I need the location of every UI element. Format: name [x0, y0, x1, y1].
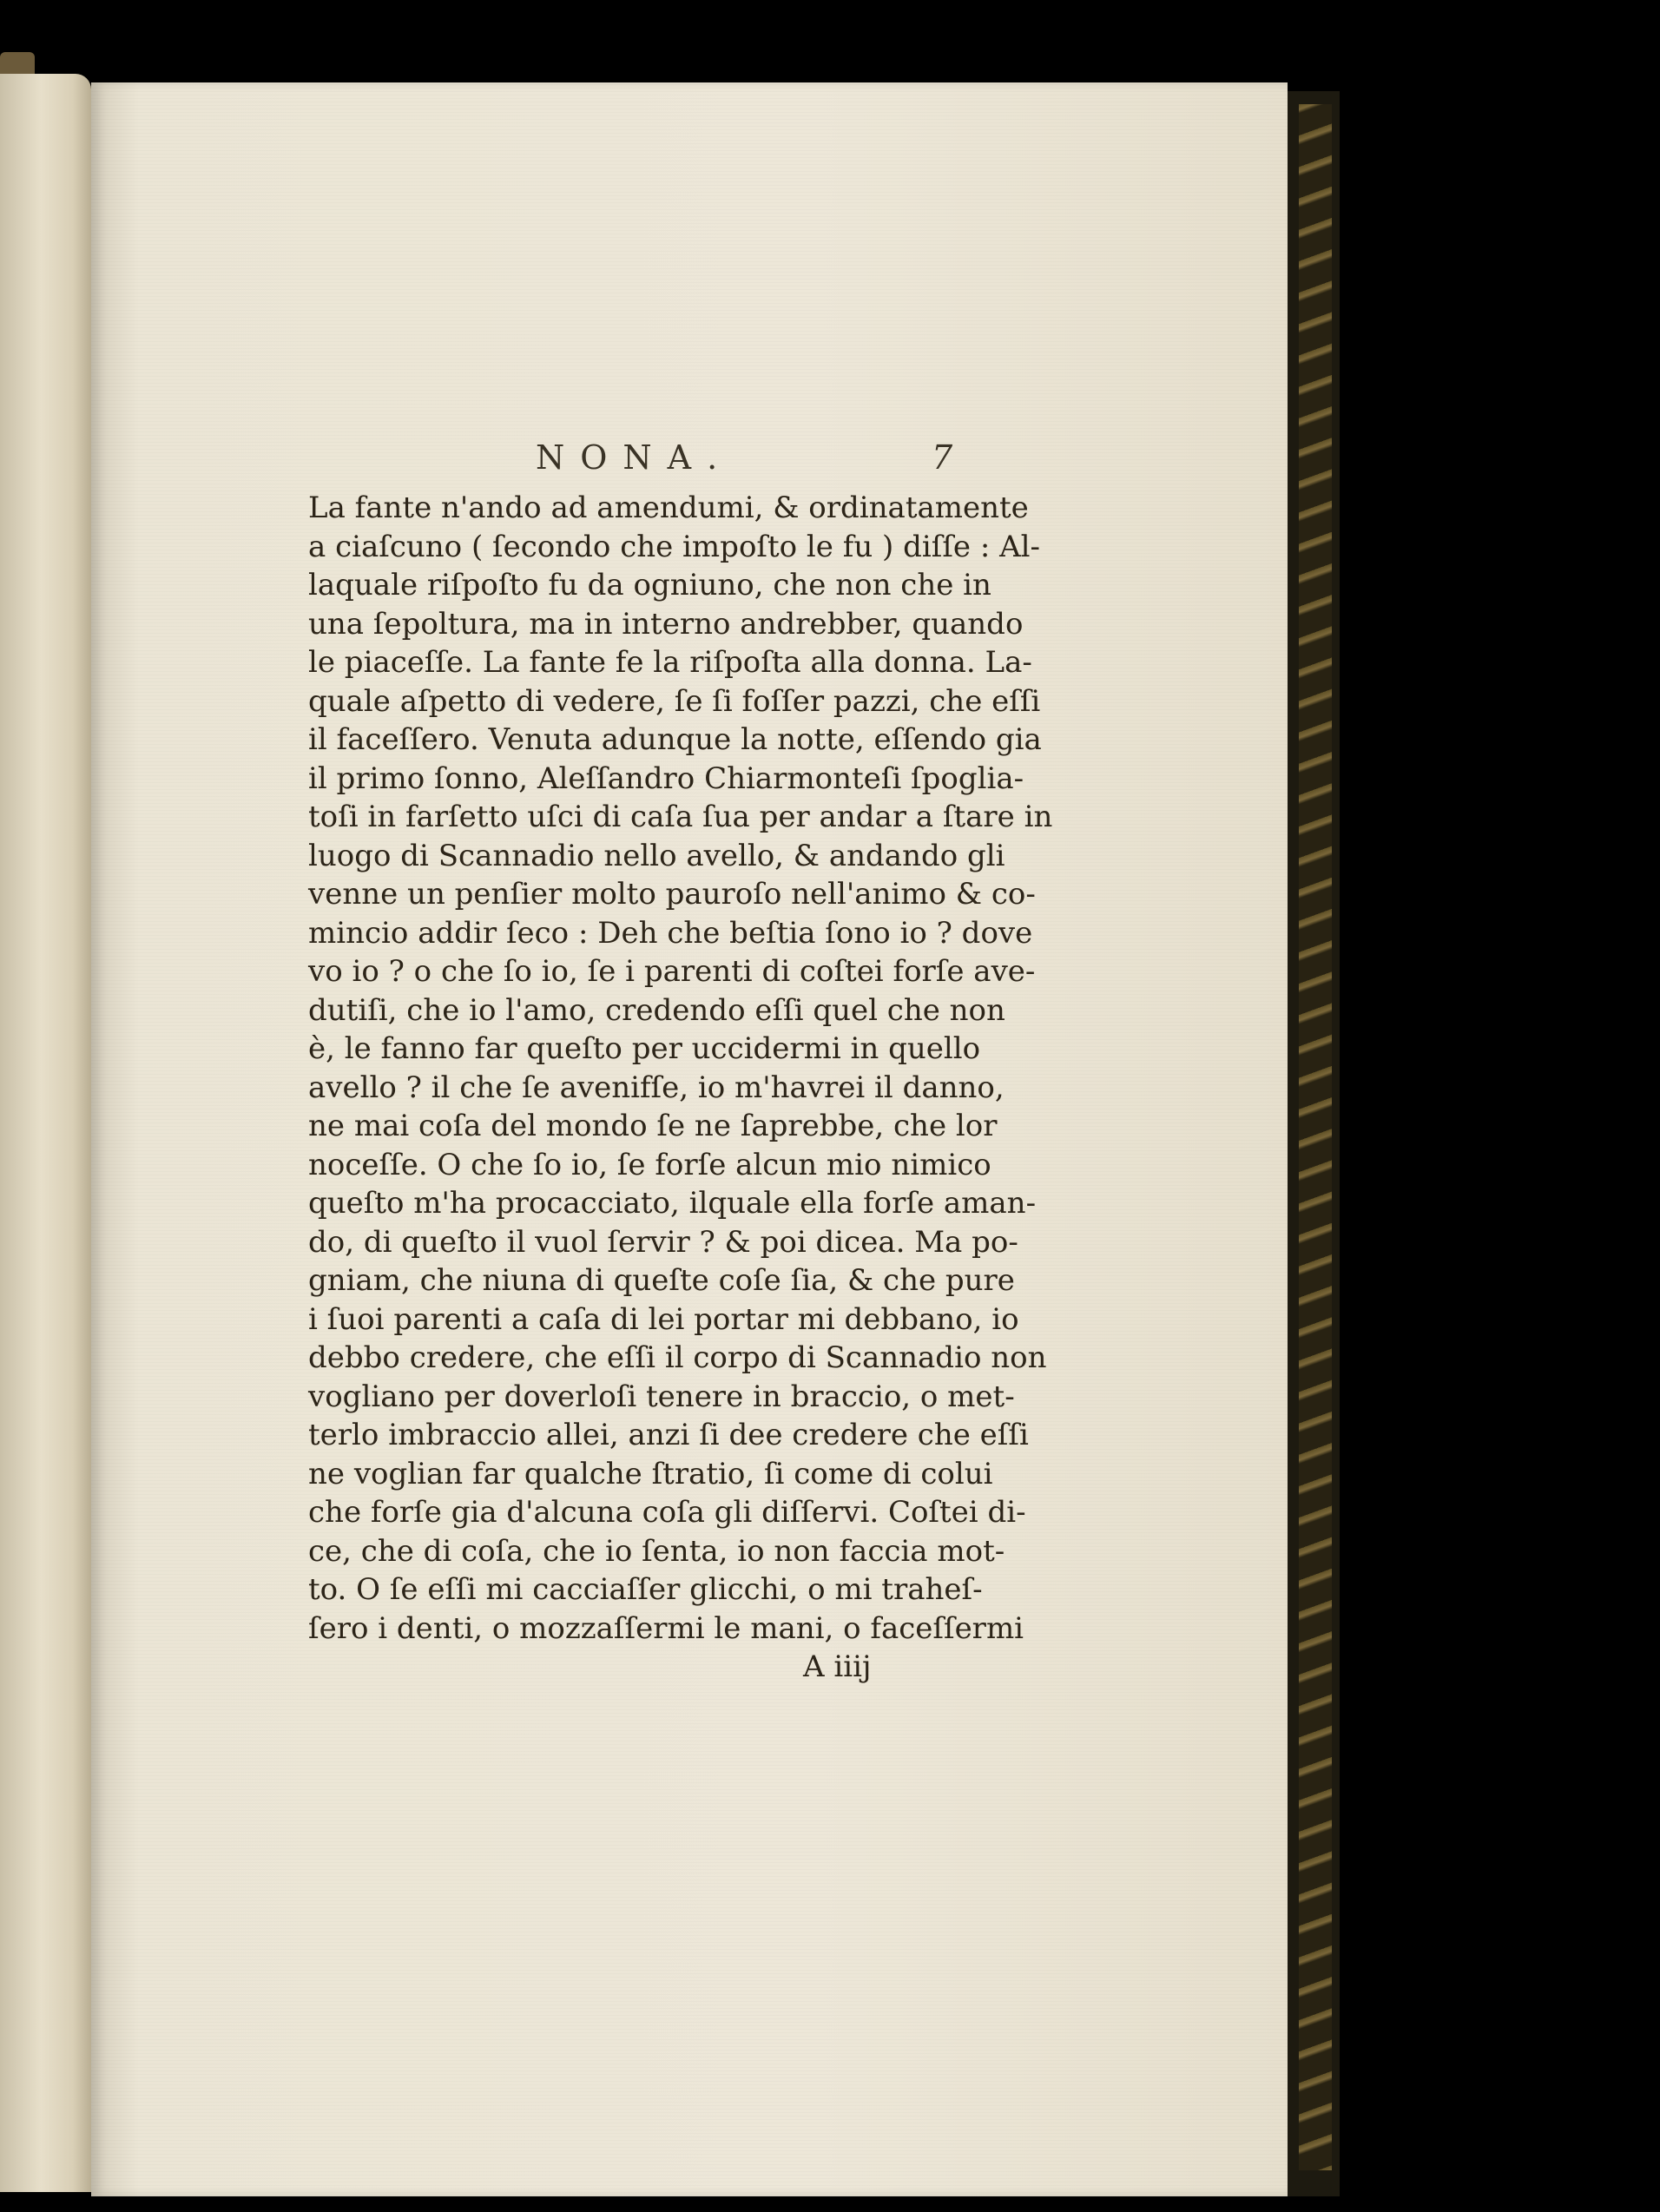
- text-line: ce, che di coſa, che io ſenta, io non faccia mot-: [308, 1533, 1005, 1569]
- text-line: queſto m'ha procacciato, ilquale ella forſe aman-: [308, 1186, 1037, 1221]
- text-line: avello ? il che ſe avenifſe, io m'havrei il danno,: [308, 1070, 1005, 1105]
- text-line: che forſe gia d'alcuna coſa gli diſſervi. Coſtei di-: [308, 1495, 1026, 1530]
- text-line: il primo ſonno, Aleſſandro Chiarmonteſi ſpoglia-: [308, 760, 1024, 796]
- text-line: una ſepoltura, ma in interno andrebber, quando: [308, 606, 1024, 642]
- left-page-edge: [0, 74, 91, 2192]
- text-line: ne voglian far qualche ſtratio, ſi come di colui: [308, 1456, 993, 1491]
- text-line: dutiſi, che io l'amo, credendo eſſi quel che non: [308, 992, 1005, 1028]
- text-line: mincio addir ſeco : Deh che beſtia ſono io ? dove: [308, 915, 1033, 951]
- text-line: le piaceſſe. La fante fe la riſpoſta alla donna. La-: [308, 645, 1032, 680]
- spine-ornament: [1299, 104, 1332, 2170]
- text-line: laquale riſpoſto fu da ogniuno, che non che in: [308, 568, 991, 602]
- text-line: ne mai coſa del mondo ſe ne ſaprebbe, che lor: [308, 1109, 998, 1143]
- running-head: NONA.: [536, 438, 734, 477]
- text-line: vogliano per doverloſi tenere in braccio, o met-: [308, 1379, 1015, 1414]
- text-line: do, di queſto il vuol ſervir ? & poi dicea. Ma po-: [308, 1224, 1018, 1260]
- page-text-block: [308, 438, 1053, 1684]
- text-line: ſero i denti, o mozzaſſermi le mani, o faceſſermi: [308, 1610, 1024, 1646]
- text-line: quale aſpetto di vedere, ſe ſi foſſer pazzi, che eſſi: [308, 683, 1041, 719]
- page-header: [308, 438, 968, 489]
- text-line: gniam, che niuna di queſte coſe ſia, & che pure: [308, 1263, 1015, 1298]
- text-line: terlo imbraccio allei, anzi ſi dee credere che eſſi: [308, 1418, 1029, 1452]
- page-number: 7: [932, 438, 953, 477]
- text-line: il faceſſero. Venuta adunque la notte, eſſendo gia: [308, 722, 1042, 757]
- text-line: venne un penſier molto pauroſo nell'animo & co-: [308, 877, 1036, 912]
- text-line: noceſſe. O che ſo io, ſe forſe alcun mio nimico: [308, 1147, 991, 1182]
- text-line: to. O ſe eſſi mi cacciaſſer glicchi, o mi traheſ-: [308, 1572, 983, 1607]
- text-line: toſi in farſetto uſci di caſa ſua per andar a ſtare in: [308, 800, 1053, 834]
- text-line: La fante n'ando ad amendumi, & ordinatamente: [308, 490, 1029, 525]
- text-line: a ciaſcuno ( ſecondo che impoſto le fu ) diſſe : Al-: [308, 529, 1041, 564]
- text-line: i ſuoi parenti a caſa di lei portar mi debbano, io: [308, 1301, 1019, 1337]
- signature-mark: A iiij: [803, 1649, 872, 1684]
- text-line: è, le fanno far queſto per uccidermi in quello: [308, 1031, 981, 1066]
- text-line: luogo di Scannadio nello avello, & andando gli: [308, 838, 1005, 873]
- body-text: [308, 489, 1053, 1648]
- text-line: debbo credere, che eſſi il corpo di Scannadio non: [308, 1340, 1047, 1375]
- text-line: vo io ? o che ſo io, ſe i parenti di coſtei forſe ave-: [308, 954, 1036, 989]
